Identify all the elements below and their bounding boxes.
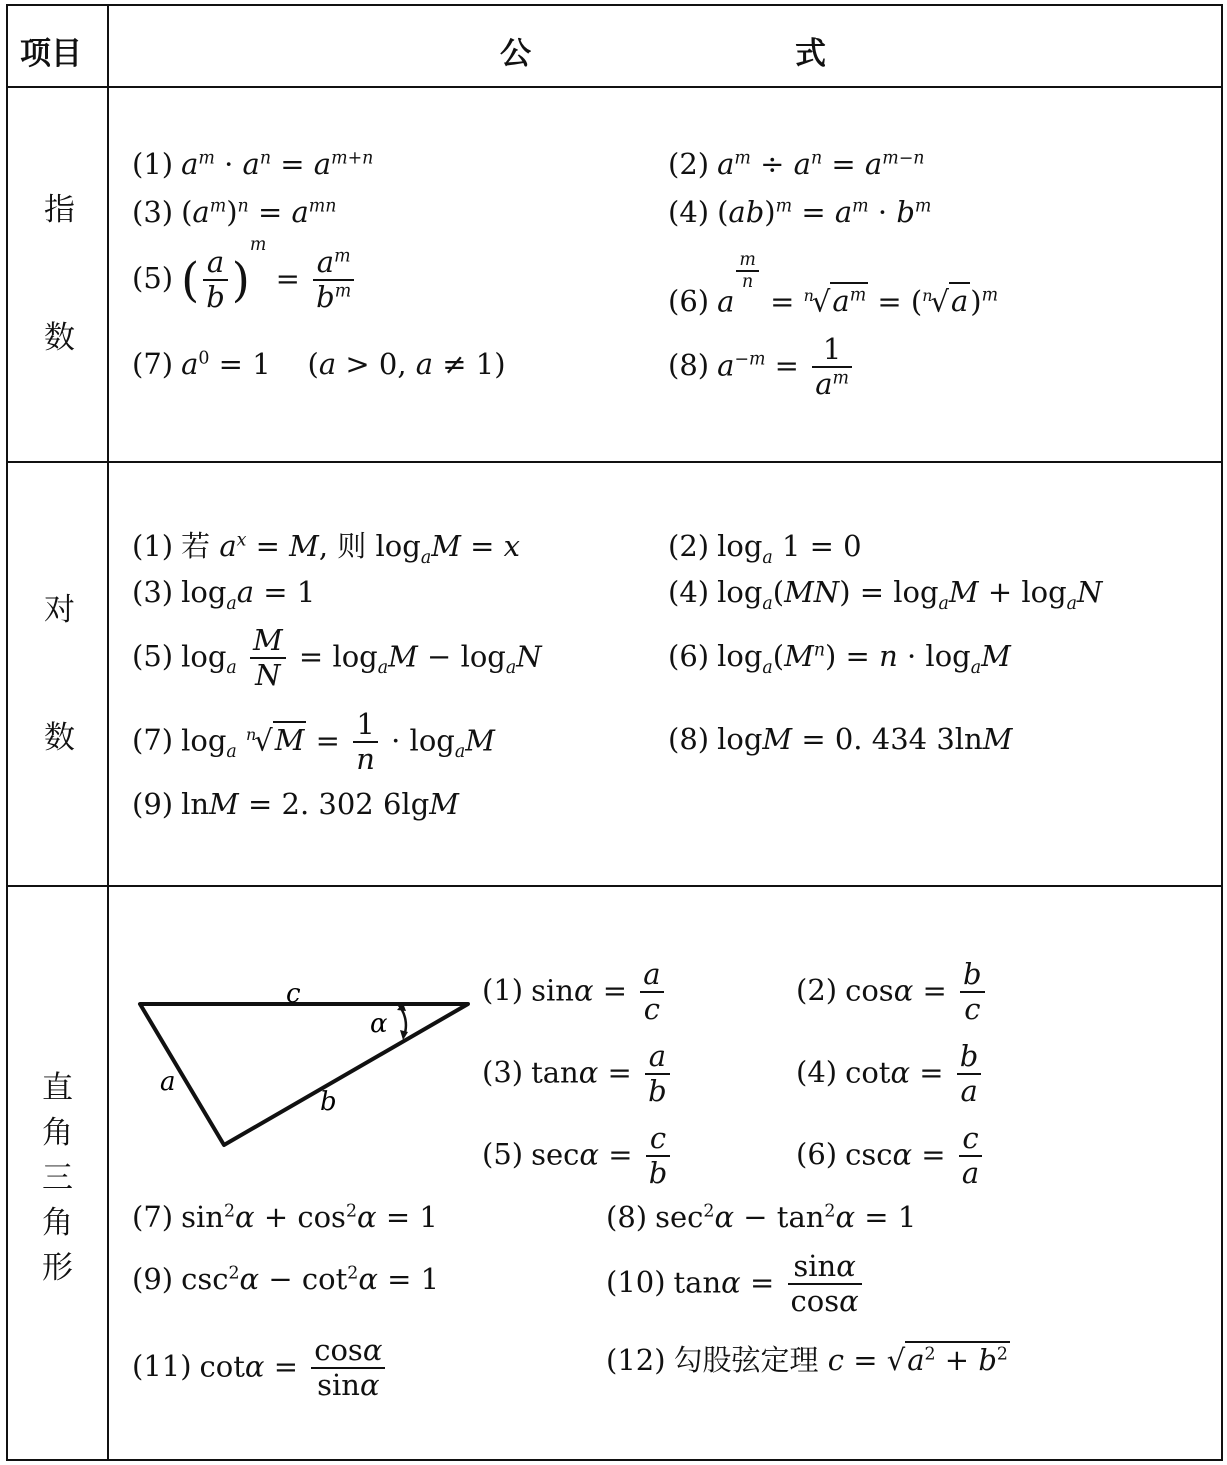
trig-formula-5: (5) secα = $\frac{c}{b}$ <box>482 1122 674 1191</box>
log-formula-1: (1) 若 $a^x = M$, 则 $\log_aM = x$ <box>132 529 521 568</box>
category-char: 对 <box>44 592 75 628</box>
trig-formula-12: (12) 勾股弦定理 $c = √a^2 + b^2$ <box>606 1343 1008 1377</box>
trig-formula-1: (1) sinα = $\frac{a}{c}$ <box>482 958 668 1027</box>
trig-formula-7: (7) $\sin^2\alpha + \cos^2\alpha = 1$ <box>132 1200 438 1234</box>
column-divider <box>107 4 109 1459</box>
trig-formula-2: (2) cosα = $\frac{b}{c}$ <box>796 958 989 1027</box>
trig-formula-11: (11) cotα = $\frac{\cos\alpha}{\sin\alpha}$ <box>132 1334 389 1403</box>
triangle-label-b: b <box>320 1087 337 1117</box>
exponent-formula-5: (5) ( $\frac{a}{b}$ )$^m$ = $\frac{a^m}{b^m}$ <box>132 245 358 315</box>
triangle-label-c: c <box>286 979 301 1009</box>
trig-formula-10: (10) tanα = $\frac{\sin\alpha}{\cos\alpha}$ <box>606 1250 866 1319</box>
trig-formula-4: (4) cotα = $\frac{b}{a}$ <box>796 1040 985 1109</box>
category-exponent <box>44 190 75 359</box>
category-char: 指 <box>44 192 75 228</box>
exponent-formula-7: (7) $a^0 = 1$ (a > 0, a ≠ 1) <box>132 347 506 381</box>
row-divider-header <box>6 86 1221 88</box>
trig-formula-3: (3) tanα = $\frac{a}{b}$ <box>482 1040 674 1109</box>
row-divider-exponent <box>6 461 1221 463</box>
lg-constant: 0. 434 3 <box>834 722 955 756</box>
category-char: 角 <box>42 1204 73 1241</box>
exponent-formula-4: (4) $(ab)^m = a^m \cdot b^m$ <box>668 195 932 229</box>
log-formula-6: (6) $\log_a(M^n) = n \cdot \log_aM$ <box>668 639 1011 678</box>
ln-constant: 2. 302 6 <box>281 787 402 821</box>
row-divider-logarithm <box>6 885 1221 887</box>
exponent-formula-1: (1) $a^m \cdot a^n = a^{m+n}$ <box>132 147 374 181</box>
category-char: 形 <box>42 1249 73 1286</box>
triangle-label-a: a <box>160 1067 176 1097</box>
category-char: 直 <box>42 1070 73 1106</box>
header-item: 项目 <box>20 36 82 72</box>
category-char: 数 <box>44 720 75 757</box>
log-formula-2: (2) $\log_a 1 = 0$ <box>668 529 862 568</box>
log-formula-3: (3) $\log_aa = 1$ <box>132 575 316 614</box>
header-formula-1: 公 <box>500 36 531 72</box>
triangle-label-alpha: α <box>370 1009 388 1039</box>
exponent-formula-6: (6) a $\frac{m}{n}$ = $^n√a^m = (^n√a)^m$ <box>668 250 999 319</box>
category-char: 三 <box>42 1159 73 1196</box>
exponent-formula-2: (2) $a^m \div a^n = a^{m-n}$ <box>668 147 925 181</box>
exponent-formula-3: (3) $(a^m)^n = a^{mn}$ <box>132 195 337 229</box>
category-triangle <box>42 1066 73 1291</box>
category-char: 角 <box>42 1114 73 1151</box>
category-logarithm <box>44 590 75 759</box>
category-char: 数 <box>44 320 75 357</box>
trig-formula-8: (8) $\sec^2\alpha - \tan^2\alpha = 1$ <box>606 1200 917 1234</box>
log-formula-5: (5) $\log_a$ $\frac{M}{N}$ = $\log_aM - \log_aN$ <box>132 623 542 693</box>
trig-formula-9: (9) $\csc^2\alpha - \cot^2\alpha = 1$ <box>132 1262 440 1296</box>
log-formula-7: (7) $\log_a ^n√M$ = $\frac{1}{n}$ · $\log_aM$ <box>132 707 495 777</box>
trig-formula-6: (6) cscα = $\frac{c}{a}$ <box>796 1122 986 1191</box>
log-formula-8: (8) logM = 0. 434 3lnM <box>668 722 1013 756</box>
exponent-formula-8: (8) $a^{-m}$ = $\frac{1}{a^m}$ <box>668 333 856 402</box>
log-formula-4: (4) $\log_a(MN) = \log_aM + \log_aN$ <box>668 575 1103 614</box>
log-formula-9: (9) lnM = 2. 302 6lgM <box>132 787 459 821</box>
header-formula-2: 式 <box>795 36 826 72</box>
right-triangle-diagram <box>120 960 480 1160</box>
